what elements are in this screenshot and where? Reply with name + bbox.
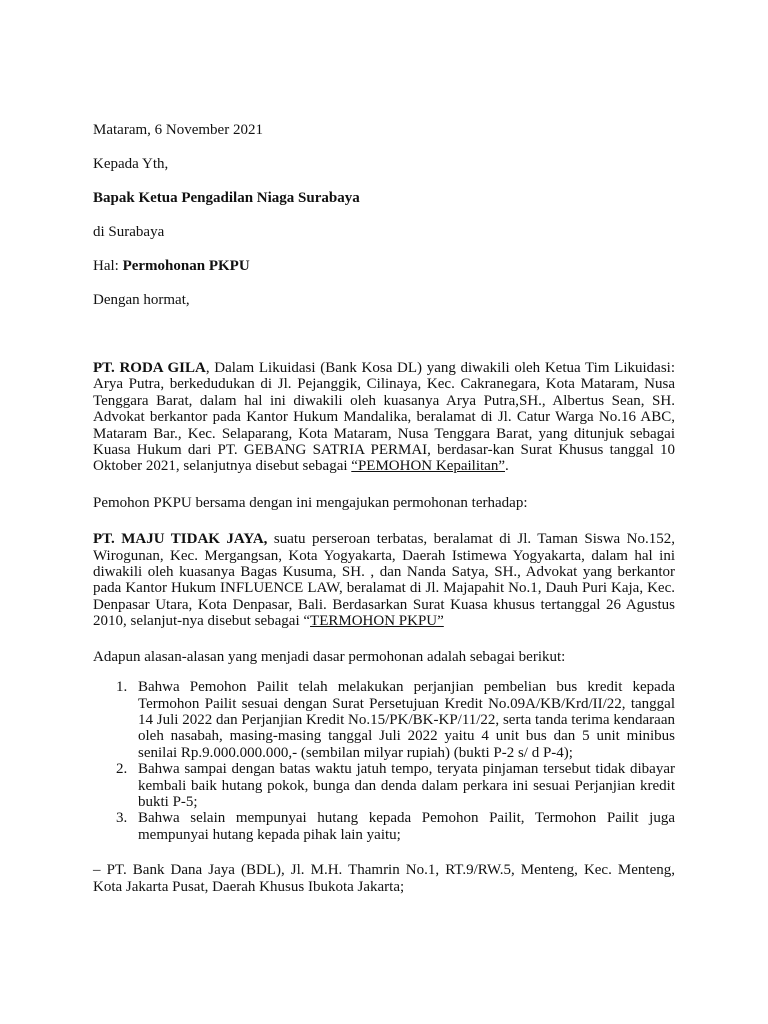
petitioner-end: .: [505, 458, 509, 475]
greeting-to: Kepada Yth,: [93, 156, 169, 172]
subject-line: [93, 255, 675, 277]
intro-paragraph: Pemohon PKPU bersama dengan ini mengajukan permohonan terhadap:: [93, 494, 528, 511]
respondent-designation: TERMOHON PKPU”: [310, 613, 444, 630]
reasons-list: [93, 679, 675, 843]
subject-label: Hal:: [93, 258, 123, 274]
list-item-number: 1.: [116, 679, 128, 696]
list-item: [116, 761, 675, 810]
recipient-city: di Surabaya: [93, 224, 165, 240]
respondent-text: suatu perseroan terbatas, beralamat di Jl. Taman Siswa No.152, Wirogunan, Kec. Mergangsan, Kota Yogyakarta, Daerah Istimewa Yogyakarta, dalam hal ini diwakili oleh kuasanya Bagas Kusuma, SH. , dan Nanda Satya, SH., Advokat yang berkantor pada Kantor Hukum INFLUENCE LAW, beralamat di Jl. Majapahit No.1, Dauh Puri Kaja, Kec. Denpasar Utara, Kota Denpasar, Bali. Berdasarkan Surat Kuasa khusus tertanggal 26 Agustus 2010, selanjut-nya disebut sebagai “: [93, 531, 675, 630]
petitioner-name: PT. RODA GILA: [93, 360, 206, 376]
petitioner-paragraph: [93, 360, 675, 475]
recipient: [93, 187, 675, 209]
list-item-number: 2.: [116, 761, 128, 778]
list-item: [116, 810, 675, 843]
list-item-text: Bahwa Pemohon Pailit telah melakukan perjanjian pembelian bus kredit kepada Termohon Pailit sesuai dengan Surat Persetujuan Kredit No.09A/KB/Krd/II/22, tanggal 14 Juli 2022 dan Perjanjian Kredit No.15/PK/BK-KP/11/22, serta tanda terima kendaraan oleh nasabah, masing-masing tanggal Juli 2022 yaitu 4 unit bus dan 5 unit minibus senilai Rp.9.000.000.000,- (sembilan milyar rupiah) (bukti P-2 s/ d P-4);: [138, 679, 675, 761]
list-item-text: Bahwa selain mempunyai hutang kepada Pemohon Pailit, Termohon Pailit juga mempunyai hutang kepada pihak lain yaitu;: [138, 810, 675, 843]
respondent-paragraph: [93, 531, 675, 629]
list-item-text: Bahwa sampai dengan batas waktu jatuh tempo, teryata pinjaman tersebut tidak dibayar kembali baik hutang pokok, bunga dan denda dalam perkara ini sesuai Perjanjian kredit bukti P-5;: [138, 761, 675, 810]
place-date: Mataram, 6 November 2021: [93, 122, 263, 138]
petitioner-designation: “PEMOHON Kepailitan”: [351, 458, 505, 475]
respondent-name: PT. MAJU TIDAK JAYA,: [93, 531, 268, 548]
list-item-number: 3.: [116, 810, 128, 827]
recipient-name: Bapak Ketua Pengadilan Niaga Surabaya: [93, 190, 360, 206]
letter-page: [93, 119, 675, 895]
list-item: [116, 679, 675, 761]
petitioner-text: , Dalam Likuidasi (Bank Kosa DL) yang diwakili oleh Ketua Tim Likuidasi: Arya Putra, berkedudukan di Jl. Pejanggik, Cilinaya, Kec. Cakranegara, Kota Mataram, Nusa Tenggara Barat, dalam hal ini diwakili oleh kuasanya Arya Putra,SH., Albertus Sean, SH. Advokat berkantor pada Kantor Hukum Mandalika, beralamat di Jl. Catur Warga No.16 ABC, Mataram Bar., Kec. Selaparang, Kota Mataram, Nusa Tenggara Barat, yang ditunjuk sebagai Kuasa Hukum dari PT. GEBANG SATRIA PERMAI, berdasar-kan Surat Khusus tanggal 10 Oktober 2021, selanjutnya disebut sebagai: [93, 360, 676, 475]
creditor-paragraph: – PT. Bank Dana Jaya (BDL), Jl. M.H. Thamrin No.1, RT.9/RW.5, Menteng, Kec. Menteng, Kota Jakarta Pusat, Daerah Khusus Ibukota Jakarta;: [93, 862, 675, 895]
subject: Permohonan PKPU: [122, 258, 250, 274]
salutation: Dengan hormat,: [93, 292, 190, 308]
reasons-intro: Adapun alasan-alasan yang menjadi dasar permohonan adalah sebagai berikut:: [93, 648, 566, 665]
